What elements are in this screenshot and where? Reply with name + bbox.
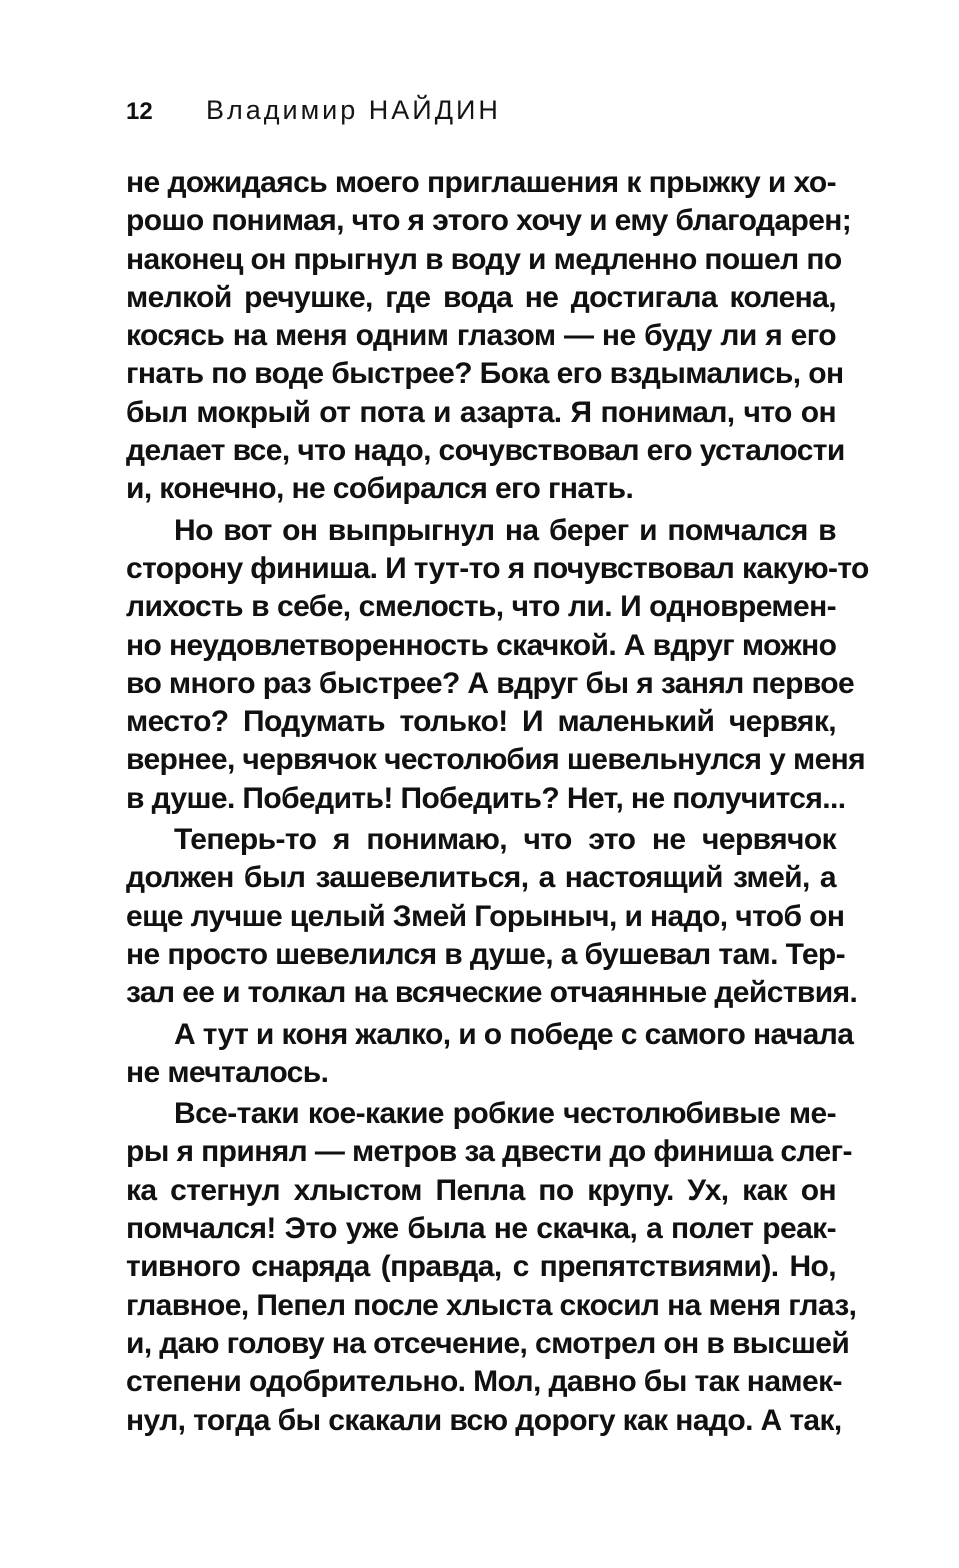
text-line: в душе. Победить! Победить? Нет, не получится... bbox=[126, 781, 846, 815]
text-line: ры я принял — метров за двести до финиша слег- bbox=[126, 1135, 852, 1169]
paragraph bbox=[126, 821, 858, 1012]
text-line: степени одобрительно. Мол, давно бы так намек- bbox=[126, 1365, 842, 1399]
text-line: косясь на меня одним глазом — не буду ли я его bbox=[126, 319, 836, 353]
text-line: и, даю голову на отсечение, смотрел он в высшей bbox=[126, 1326, 850, 1360]
text-line: лихость в себе, смелость, что ли. И одновремен- bbox=[126, 590, 836, 624]
text-line: сторону финиша. И тут-то я почувствовал какую-то bbox=[126, 551, 869, 585]
text-line: но неудовлетворенность скачкой. А вдруг можно bbox=[126, 628, 837, 662]
text-line: во много раз быстрее? А вдруг бы я занял первое bbox=[126, 666, 855, 700]
running-head bbox=[126, 88, 501, 128]
text-line: Все-таки кое-какие робкие честолюбивые ме- bbox=[174, 1097, 836, 1131]
text-line: А тут и коня жалко, и о победе с самого начала bbox=[174, 1017, 854, 1051]
paragraph bbox=[126, 164, 852, 509]
text-line: ка стегнул хлыстом Пепла по крупу. Ух, как он bbox=[126, 1173, 836, 1207]
text-line: зал ее и толкал на всяческие отчаянные действия. bbox=[126, 976, 858, 1010]
text-line: вернее, червячок честолюбия шевельнулся у меня bbox=[126, 743, 866, 777]
running-title: Владимир НАЙДИН bbox=[206, 95, 501, 125]
text-line: наконец он прыгнул в воду и медленно пошел по bbox=[126, 242, 842, 276]
text-line: делает все, что надо, сочувствовал его усталости bbox=[126, 434, 845, 468]
text-line: был мокрый от пота и азарта. Я понимал, что он bbox=[126, 395, 836, 429]
text-line: Но вот он выпрыгнул на берег и помчался в bbox=[174, 513, 836, 547]
text-line: главное, Пепел после хлыста скосил на меня глаз, bbox=[126, 1288, 857, 1322]
page-number: 12 bbox=[126, 98, 153, 125]
paragraph bbox=[126, 1016, 854, 1093]
text-line: гнать по воде быстрее? Бока его вздымались, он bbox=[126, 357, 844, 391]
text-line: Теперь-то я понимаю, что это не червячок bbox=[174, 823, 836, 857]
text-line: не мечталось. bbox=[126, 1055, 329, 1089]
text-line: не дожидаясь моего приглашения к прыжку и хо- bbox=[126, 166, 836, 199]
text-line: рошо понимая, что я этого хочу и ему благодарен; bbox=[126, 204, 852, 238]
text-line: должен был зашевелиться, а настоящий змей, а bbox=[126, 861, 836, 895]
text-line: помчался! Это уже была не скачка, а полет реак- bbox=[126, 1212, 836, 1246]
text-line: еще лучше целый Змей Горыныч, и надо, чтоб он bbox=[126, 899, 845, 933]
paragraph bbox=[126, 1095, 857, 1440]
text-line: не просто шевелился в душе, а бушевал там. Тер- bbox=[126, 937, 846, 971]
text-line: место? Подумать только! И маленький червяк, bbox=[126, 705, 836, 739]
text-line: и, конечно, не собирался его гнать. bbox=[126, 472, 634, 506]
text-line: тивного снаряда (правда, с препятствиями). Но, bbox=[126, 1250, 836, 1284]
text-line: нул, тогда бы скакали всю дорогу как надо. А так, bbox=[126, 1403, 842, 1437]
text-line: мелкой речушке, где вода не достигала колена, bbox=[126, 280, 836, 314]
body-text bbox=[126, 164, 869, 1440]
paragraph bbox=[126, 512, 869, 818]
